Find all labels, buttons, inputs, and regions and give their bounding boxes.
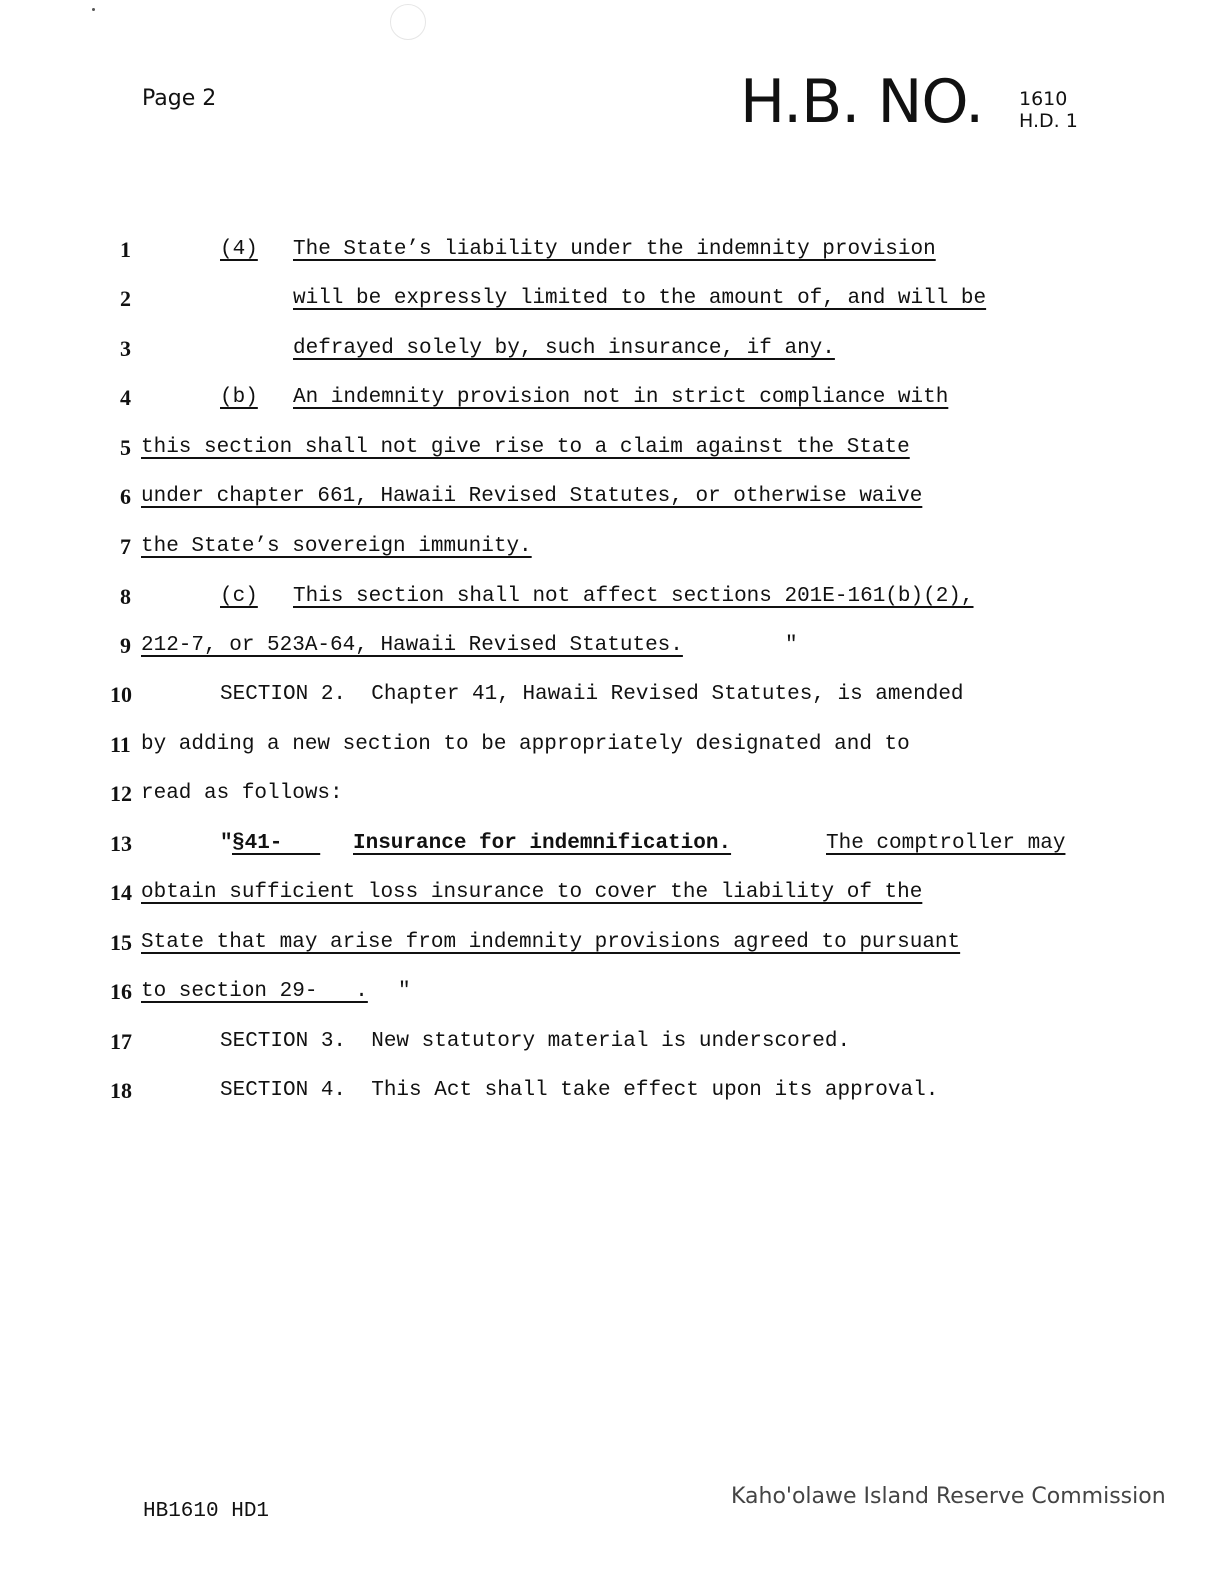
bill-line <box>0 433 1225 463</box>
line-text: obtain sufficient loss insurance to cover the liability of the <box>141 881 923 904</box>
line-text: SECTION 4. This Act shall take effect upon its approval. <box>220 1079 939 1102</box>
line-text: SECTION 3. New statutory material is underscored. <box>220 1030 851 1053</box>
line-text: 212-7, or 523A-64, Hawaii Revised Statutes. <box>141 634 683 657</box>
line-text: SECTION 2. Chapter 41, Hawaii Revised Statutes, is amended <box>220 683 964 706</box>
line-text: under chapter 661, Hawaii Revised Statutes, or otherwise waive <box>141 485 923 508</box>
line-text: defrayed solely by, such insurance, if any. <box>293 337 835 360</box>
bill-line <box>0 878 1225 908</box>
punch-hole <box>390 4 426 40</box>
page-label: Page 2 <box>142 86 217 111</box>
bill-line <box>0 582 1225 612</box>
bleed-through-mark <box>250 60 510 130</box>
line-text: An indemnity provision not in strict compliance with <box>293 386 949 409</box>
bill-line <box>0 383 1225 413</box>
bill-line <box>0 334 1225 364</box>
bill-line <box>0 482 1225 512</box>
bill-line <box>0 631 1225 661</box>
line-number: 9 <box>120 633 131 658</box>
bill-line <box>0 1027 1225 1057</box>
bill-number: 1610 <box>1019 88 1068 110</box>
bill-draft: H.D. 1 <box>1019 110 1078 132</box>
bill-line <box>0 977 1225 1007</box>
line-text: read as follows: <box>141 782 343 805</box>
line-number: 10 <box>110 682 132 707</box>
line-text: Insurance for indemnification. <box>353 832 732 855</box>
line-number: 17 <box>110 1029 132 1054</box>
line-text: by adding a new section to be appropriately designated and to <box>141 733 910 756</box>
bill-number-block <box>1019 88 1078 132</box>
line-text: " <box>785 634 798 657</box>
line-text: to section 29- . <box>141 980 368 1003</box>
bill-line <box>0 284 1225 314</box>
line-text: this section shall not give rise to a claim against the State <box>141 436 910 459</box>
line-text: will be expressly limited to the amount of, and will be <box>293 287 987 310</box>
line-number: 3 <box>120 336 131 361</box>
line-number: 11 <box>110 732 131 757</box>
line-number: 4 <box>120 385 131 410</box>
line-number: 6 <box>120 484 131 509</box>
line-number: 16 <box>110 979 132 1004</box>
document-id: HB1610 HD1 <box>143 1500 270 1523</box>
line-number: 7 <box>120 534 131 559</box>
line-text: " <box>220 832 233 855</box>
line-text: " <box>398 980 411 1003</box>
bill-line <box>0 779 1225 809</box>
bill-line <box>0 235 1225 265</box>
speck <box>92 8 95 11</box>
line-number: 5 <box>120 435 131 460</box>
line-number: 8 <box>120 584 131 609</box>
line-number: 13 <box>110 831 132 856</box>
bill-line <box>0 680 1225 710</box>
line-text: (b) <box>220 386 258 409</box>
line-number: 12 <box>110 781 132 806</box>
bill-title: H.B. NO. <box>740 67 984 137</box>
bill-line <box>0 829 1225 859</box>
bill-line <box>0 1076 1225 1106</box>
bill-line <box>0 532 1225 562</box>
line-text: §41- <box>232 832 321 855</box>
line-number: 2 <box>120 286 131 311</box>
bill-line <box>0 928 1225 958</box>
line-text: This section shall not affect sections 201E-161(b)(2), <box>293 585 974 608</box>
line-number: 15 <box>110 930 132 955</box>
line-text: the State’s sovereign immunity. <box>141 535 532 558</box>
line-number: 1 <box>120 237 131 262</box>
line-text: State that may arise from indemnity provisions agreed to pursuant <box>141 931 961 954</box>
source-watermark: Kaho'olawe Island Reserve Commission <box>731 1484 1166 1509</box>
line-text: (c) <box>220 585 258 608</box>
line-number: 14 <box>110 880 132 905</box>
bill-line <box>0 730 1225 760</box>
line-text: (4) <box>220 238 258 261</box>
line-text: The comptroller may <box>826 832 1066 855</box>
line-number: 18 <box>110 1078 132 1103</box>
line-text: The State’s liability under the indemnity provision <box>293 238 936 261</box>
